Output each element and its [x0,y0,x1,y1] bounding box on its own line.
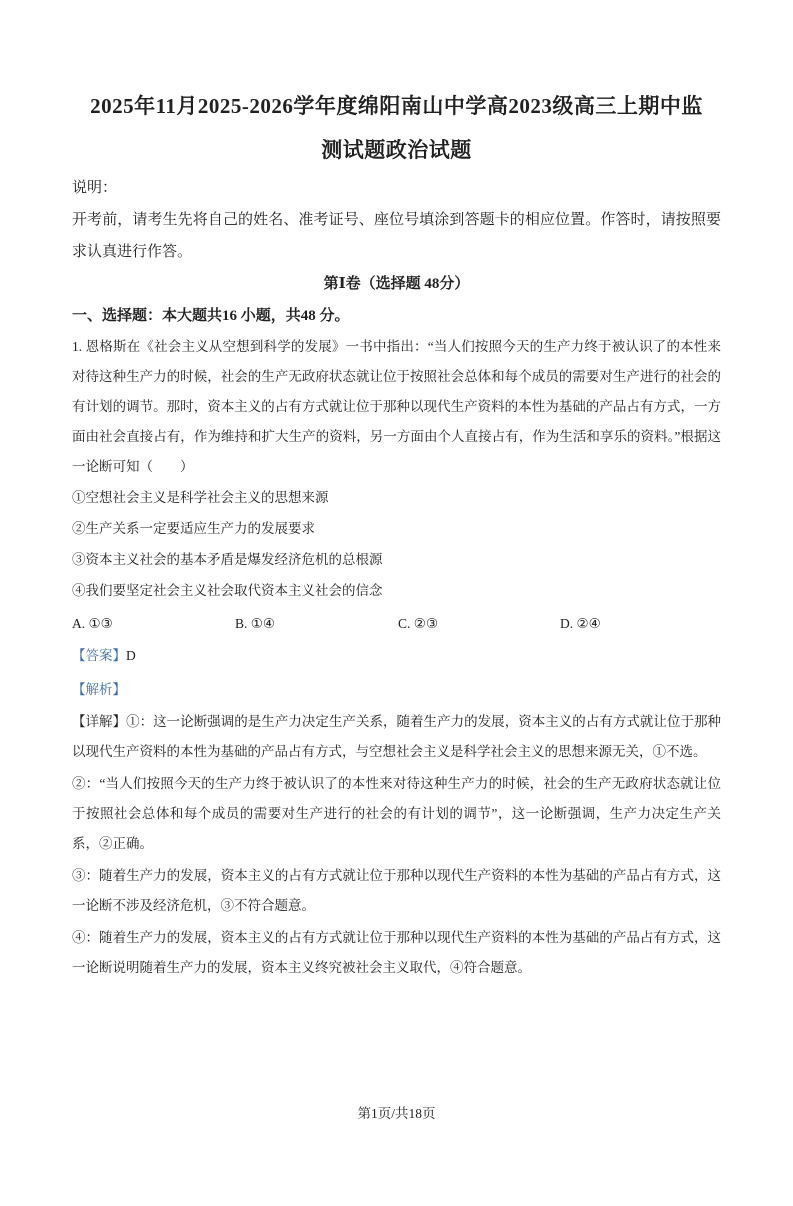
instructions-label: 说明： [72,180,118,196]
question-1-options [72,609,721,639]
option-c: C. ②③ [398,616,438,631]
option-a: A. ①③ [72,616,113,631]
answer-line [72,639,721,673]
explanation-paragraph-1 [72,707,721,767]
question-1-stem: 1. 恩格斯在《社会主义从空想到科学的发展》一书中指出：“当人们按照今天的生产力终于被认识了的本性来对待这种生产力的时候，社会的生产无政府状态就让位于按照社会总体和每个成员的需要对生产进行的社会的有计划的调节。那时，资本主义的占有方式就让位于那种以现代生产资料的本性为基础的产品占有方式，一方面由社会直接占有，作为维持和扩大生产的资料，另一方面由个人直接占有，作为生活和享乐的资料。”根据这一论断可知（ ） [72,339,721,474]
page-title-line2: 测试题政治试题 [321,138,472,162]
section-subheading: 一、选择题：本大题共16 小题，共48 分。 [72,308,350,324]
exam-instructions [72,172,721,268]
option-d: D. ②④ [560,616,601,631]
statement-item-2: ②生产关系一定要适应生产力的发展要求 [72,521,315,536]
page-title-line1: 2025年11月2025-2026学年度绵阳南山中学高2023级高三上期中监 [90,94,703,118]
statement-item-1: ①空想社会主义是科学社会主义的思想来源 [72,490,329,505]
explanation-block [72,707,721,983]
explanation-paragraph-1-text: ①：这一论断强调的是生产力决定生产关系，随着生产力的发展，资本主义的占有方式就让位于那种以现代生产资料的本性为基础的产品占有方式，与空想社会主义是科学社会主义的思想来源无关，①不选。 [72,714,722,759]
page-footer: 第1页/共18页 [357,1106,436,1121]
explanation-paragraph-4: ④：随着生产力的发展，资本主义的占有方式就让位于那种以现代生产资料的本性为基础的产品占有方式，这一论断说明随着生产力的发展，资本主义终究被社会主义取代，④符合题意。 [72,930,721,975]
answer-value: D [126,648,136,663]
answer-tag: 【答案】 [72,648,126,663]
instructions-body: 开考前，请考生先将自己的姓名、准考证号、座位号填涂到答题卡的相应位置。作答时，请按照要求认真进行作答。 [72,212,721,260]
document-page [0,84,793,1206]
section-heading: 第Ⅰ卷（选择题 48分） [323,276,470,292]
explanation-paragraph-3: ③：随着生产力的发展，资本主义的占有方式就让位于那种以现代生产资料的本性为基础的产品占有方式，这一论断不涉及经济危机，③不符合题意。 [72,868,721,913]
statement-item-4: ④我们要坚定社会主义社会取代资本主义社会的信念 [72,583,383,598]
analysis-line [72,673,721,707]
page-title [72,84,721,172]
analysis-tag: 【解析】 [72,682,126,697]
statement-item-3: ③资本主义社会的基本矛盾是爆发经济危机的总根源 [72,552,383,567]
explanation-paragraph-2: ②：“当人们按照今天的生产力终于被认识了的本性来对待这种生产力的时候，社会的生产无政府状态就让位于按照社会总体和每个成员的需要对生产进行的社会的有计划的调节”，这一论断强调，生产力决定生产关系，②正确。 [72,776,721,851]
explanation-tag: 【详解】 [72,714,127,729]
question-1-statements [72,482,721,606]
option-b: B. ①④ [235,616,275,631]
